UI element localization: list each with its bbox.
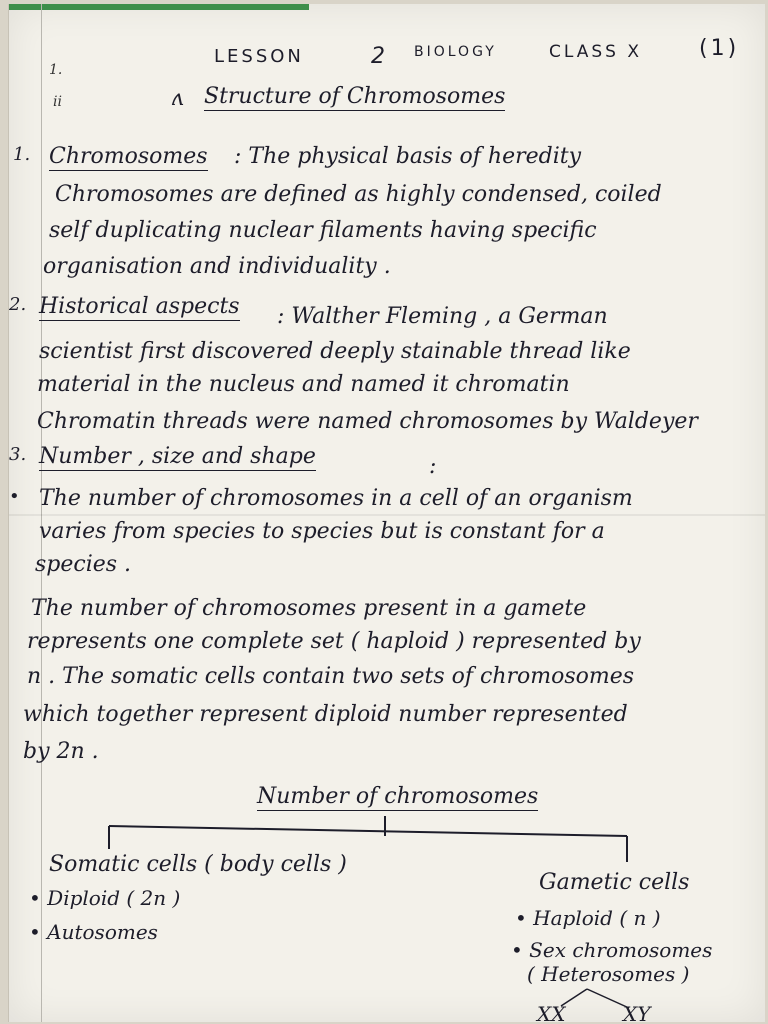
historical-line: : Walther Fleming , a German — [277, 304, 608, 329]
definition-line: self duplicating nuclear filaments having specific — [49, 218, 597, 243]
somatic-item-text: Autosomes — [47, 920, 158, 944]
margin-number: 2. — [9, 294, 27, 315]
number-line: varies from species to species but is constant for a — [39, 519, 605, 544]
gametic-title: Gametic cells — [539, 870, 690, 895]
gametic-item: • Haploid ( n ) — [515, 906, 661, 930]
historical-heading: Historical aspects — [39, 294, 240, 319]
margin-number: 3. — [9, 444, 27, 465]
gamete-line: by 2n . — [23, 739, 99, 764]
somatic-item-text: Diploid ( 2n ) — [47, 886, 181, 910]
gamete-line: The number of chromosomes present in a gamete — [31, 596, 587, 621]
historical-line: scientist first discovered deeply stainable thread like — [39, 339, 631, 364]
notebook-page — [8, 4, 765, 1022]
heterosomes-label: ( Heterosomes ) — [527, 962, 690, 986]
margin-number: • — [9, 486, 20, 507]
page-title: Structure of Chromosomes — [204, 84, 506, 109]
number-heading: Number , size and shape — [39, 444, 316, 469]
gametic-item: • Sex chromosomes — [511, 938, 713, 962]
lesson-number: 2 — [371, 44, 388, 69]
gametic-item-text: Sex chromosomes — [529, 938, 713, 962]
historical-line: Chromatin threads were named chromosomes by Waldeyer — [37, 409, 698, 434]
chromosomes-heading: Chromosomes — [49, 144, 208, 169]
leaf-xx: XX — [537, 1002, 566, 1022]
historical-line: material in the nucleus and named it chromatin — [37, 372, 570, 397]
title-prefix: ʌ — [171, 86, 184, 111]
margin-number: 1. — [13, 144, 31, 165]
number-colon: : — [429, 454, 437, 479]
definition-line: Chromosomes are defined as highly condensed, coiled — [55, 182, 662, 207]
gamete-line: represents one complete set ( haploid ) represented by — [27, 629, 641, 654]
tree-root-label: Number of chromosomes — [257, 784, 539, 809]
margin-mark: 1. — [49, 62, 63, 78]
somatic-title: Somatic cells ( body cells ) — [49, 852, 347, 877]
somatic-item: • Diploid ( 2n ) — [29, 886, 181, 910]
somatic-item: • Autosomes — [29, 920, 158, 944]
margin-mark: ii — [53, 94, 62, 110]
subject-label: BIOLOGY — [414, 44, 497, 60]
class-label: CLASS X — [549, 42, 642, 62]
lesson-label: LESSON — [214, 46, 304, 67]
definition-line: organisation and individuality . — [43, 254, 391, 279]
gamete-line: which together represent diploid number represented — [23, 702, 628, 727]
page-number: (1) — [699, 36, 740, 61]
chromosomes-definition: : The physical basis of heredity — [234, 144, 582, 169]
branch-bar — [109, 826, 627, 836]
number-line: species . — [35, 552, 132, 577]
gamete-line: n . The somatic cells contain two sets of chromosomes — [27, 664, 635, 689]
leaf-xy: XY — [623, 1002, 651, 1022]
gametic-item-text: Haploid ( n ) — [533, 906, 661, 930]
number-line: The number of chromosomes in a cell of an organism — [39, 486, 633, 511]
